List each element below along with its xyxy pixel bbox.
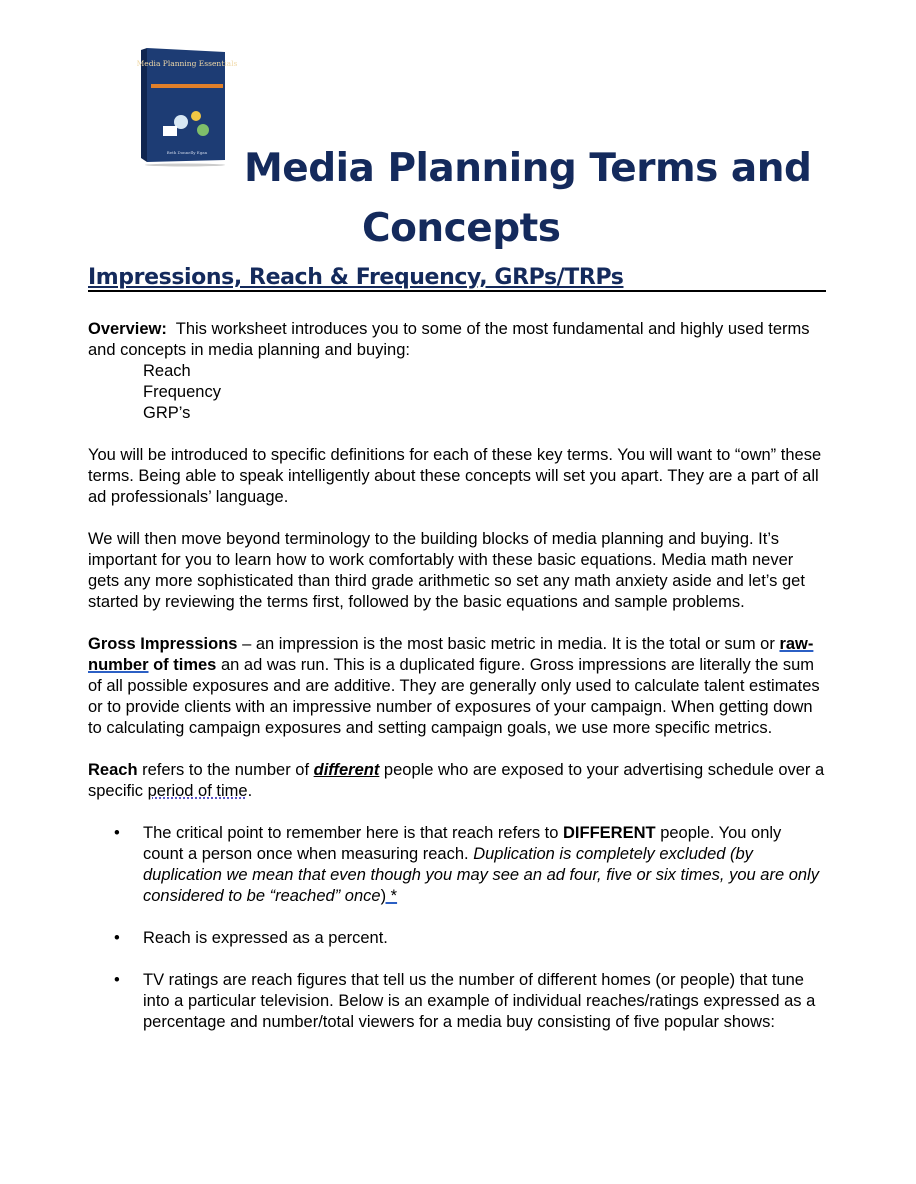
gross-text-2: an ad was run. This is a duplicated figure. Gross impressions are literally the sum of all possible exposures and are additive. They are generally only used to calculate talent estimates or to provide clients with an impressive number of exposures of your campaign. When getting down to calculating campaign exposures and setting campaign goals, we use more specific metrics. — [88, 656, 820, 737]
gross-impressions-paragraph — [88, 634, 828, 739]
reach-label: Reach — [88, 761, 138, 779]
book-cover-image — [136, 44, 238, 166]
bullet-3-text: TV ratings are reach figures that tell us the number of different homes (or people) that tune into a particular television. Below is an example of individual reaches/ratings expressed as a percentage and number/total viewers for a media buy consisting of five popular shows: — [143, 971, 816, 1031]
bullet-marker: • — [114, 971, 120, 989]
bullet-1-text-2: people. You only count a person once when measuring reach. — [143, 824, 782, 863]
reach-text-3: . — [247, 782, 253, 800]
page-title-line-2: Concepts — [362, 206, 561, 251]
reach-paragraph — [88, 760, 828, 802]
of-times-text: of times — [148, 656, 217, 674]
page-subtitle: Impressions, Reach & Frequency, GRPs/TRPs — [88, 265, 624, 290]
term-grps: GRP’s — [143, 404, 191, 422]
overview-label: Overview: — [88, 320, 167, 338]
period-of-time-text: period of time — [147, 782, 248, 800]
overview-terms-list — [88, 361, 828, 424]
overview-text: This worksheet introduces you to some of the most fundamental and highly used terms and concepts in media planning and buying: — [88, 320, 810, 359]
book-author: Beth Donnelly Egan — [166, 150, 208, 155]
gross-impressions-label: Gross Impressions — [88, 635, 238, 653]
reach-text-1: refers to the number of — [137, 761, 314, 779]
book-title: Media Planning Essentials — [136, 59, 238, 68]
bullet-1-footnote-mark: ) * — [380, 887, 398, 905]
bullet-marker: • — [114, 929, 120, 947]
bullet-marker: • — [114, 824, 120, 842]
header-rule — [88, 290, 826, 292]
list-item — [88, 970, 823, 1033]
different-emphasis: different — [313, 761, 380, 779]
bullet-1-italic: Duplication is completely excluded (by duplication we mean that even though you may see an ad four, five or six times, you are only considered to be “reached” once — [143, 845, 819, 905]
bullet-1-bold: DIFFERENT — [563, 824, 656, 842]
gross-text-1: – an impression is the most basic metric in media. It is the total or sum or — [237, 635, 780, 653]
bullet-2-text: Reach is expressed as a percent. — [143, 929, 388, 947]
bullet-1-text-1: The critical point to remember here is that reach refers to — [143, 824, 564, 842]
intro-paragraph: You will be introduced to specific definitions for each of these key terms. You will want to “own” these terms. Being able to speak intelligently about these concepts will set you apart. They are a part of all ad professionals’ language. — [88, 446, 822, 506]
document-body — [88, 319, 828, 1054]
building-blocks-paragraph: We will then move beyond terminology to the building blocks of media planning and buying. It’s important for you to learn how to work comfortably with these basic equations. Media math never gets any more sophisticated than third grade arithmetic so set any math anxiety aside and let’s get started by reviewing the terms first, followed by the basic equations and sample problems. — [88, 530, 805, 611]
reach-text-2: people who are exposed to your advertising schedule over a specific — [88, 761, 825, 800]
page-title-line-1: Media Planning Terms and — [244, 146, 812, 191]
reach-bullet-list — [88, 823, 828, 1033]
list-item — [88, 928, 823, 949]
raw-number-text: raw-number — [88, 635, 814, 674]
term-reach: Reach — [143, 362, 191, 380]
list-item — [88, 823, 823, 907]
overview-paragraph — [88, 319, 828, 361]
term-frequency: Frequency — [143, 383, 221, 401]
